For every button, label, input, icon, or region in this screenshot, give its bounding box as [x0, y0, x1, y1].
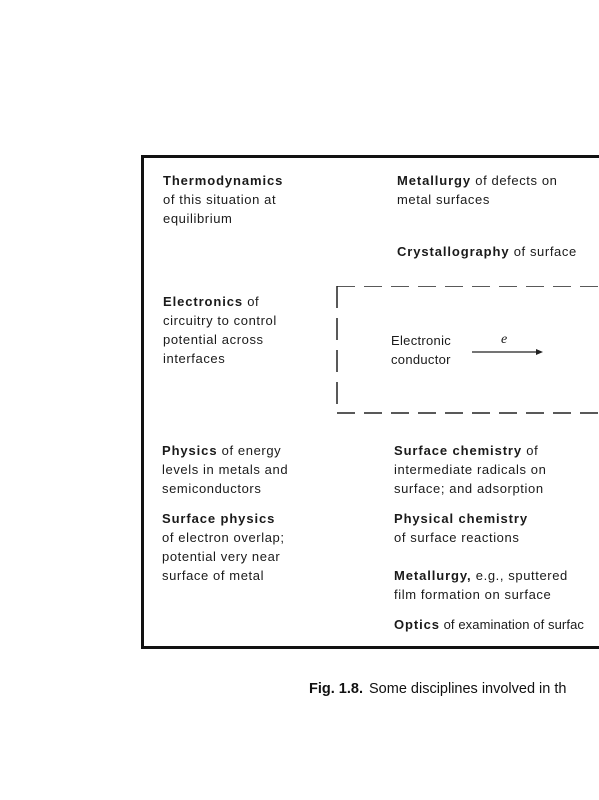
- crystallography-heading: Crystallography: [397, 244, 510, 259]
- electronics-line-4: interfaces: [163, 351, 226, 366]
- crystallography-line-1: of surface: [513, 244, 577, 259]
- metallurgy-film-line-1: e.g., sputtered: [475, 568, 568, 583]
- metallurgy-film-block: [394, 566, 568, 604]
- surface-physics-block: [162, 509, 285, 585]
- physical-chemistry-line-1: of surface reactions: [394, 530, 520, 545]
- thermodynamics-line-2: equilibrium: [163, 211, 233, 226]
- surface-physics-heading: Surface physics: [162, 511, 276, 526]
- crystallography-block: [397, 242, 577, 261]
- optics-line-1: of examination of surfac: [443, 617, 584, 632]
- thermodynamics-line-1: of this situation at: [163, 192, 277, 207]
- figure-caption: [309, 681, 566, 697]
- surface-chemistry-block: [394, 441, 546, 498]
- metallurgy-film-line-2: film formation on surface: [394, 587, 552, 602]
- electronics-heading: Electronics: [163, 294, 243, 309]
- metallurgy-heading: Metallurgy: [397, 173, 472, 188]
- surface-physics-line-1: of electron overlap;: [162, 530, 285, 545]
- physics-line-2: levels in metals and: [162, 462, 289, 477]
- surface-physics-line-3: surface of metal: [162, 568, 265, 583]
- physics-heading: Physics: [162, 443, 218, 458]
- figure-label: Fig. 1.8.: [309, 681, 363, 697]
- electron-arrow-icon: [472, 347, 544, 357]
- optics-block: [394, 615, 584, 634]
- physical-chemistry-heading: Physical chemistry: [394, 511, 528, 526]
- electrode-dashed-box: [336, 286, 599, 413]
- optics-heading: Optics: [394, 617, 440, 632]
- metallurgy-defects-block: [397, 171, 557, 209]
- physics-line-3: semiconductors: [162, 481, 262, 496]
- physical-chemistry-block: [394, 509, 528, 547]
- physics-block: [162, 441, 288, 498]
- caption-text: Some disciplines involved in th: [369, 681, 567, 697]
- electron-symbol: e: [501, 332, 508, 347]
- electronic-conductor-label: [391, 331, 451, 369]
- surface-chemistry-heading: Surface chemistry: [394, 443, 523, 458]
- thermodynamics-block: [163, 171, 283, 228]
- electronics-line-3: potential across: [163, 332, 264, 347]
- surface-chemistry-line-1: of: [526, 443, 539, 458]
- electronic-conductor-line-1: Electronic: [391, 333, 452, 348]
- electronics-block: [163, 292, 277, 368]
- electronics-line-2: circuitry to control: [163, 313, 277, 328]
- electronic-conductor-line-2: conductor: [391, 352, 451, 367]
- surface-physics-line-2: potential very near: [162, 549, 281, 564]
- surface-chemistry-line-2: intermediate radicals on: [394, 462, 547, 477]
- metallurgy-line-2: metal surfaces: [397, 192, 490, 207]
- physics-line-1: of energy: [221, 443, 282, 458]
- metallurgy-film-heading: Metallurgy,: [394, 568, 472, 583]
- metallurgy-line-1: of defects on: [475, 173, 558, 188]
- surface-chemistry-line-3: surface; and adsorption: [394, 481, 544, 496]
- electronics-line-1: of: [247, 294, 260, 309]
- thermodynamics-heading: Thermodynamics: [163, 173, 284, 188]
- dashed-outline: [336, 286, 599, 416]
